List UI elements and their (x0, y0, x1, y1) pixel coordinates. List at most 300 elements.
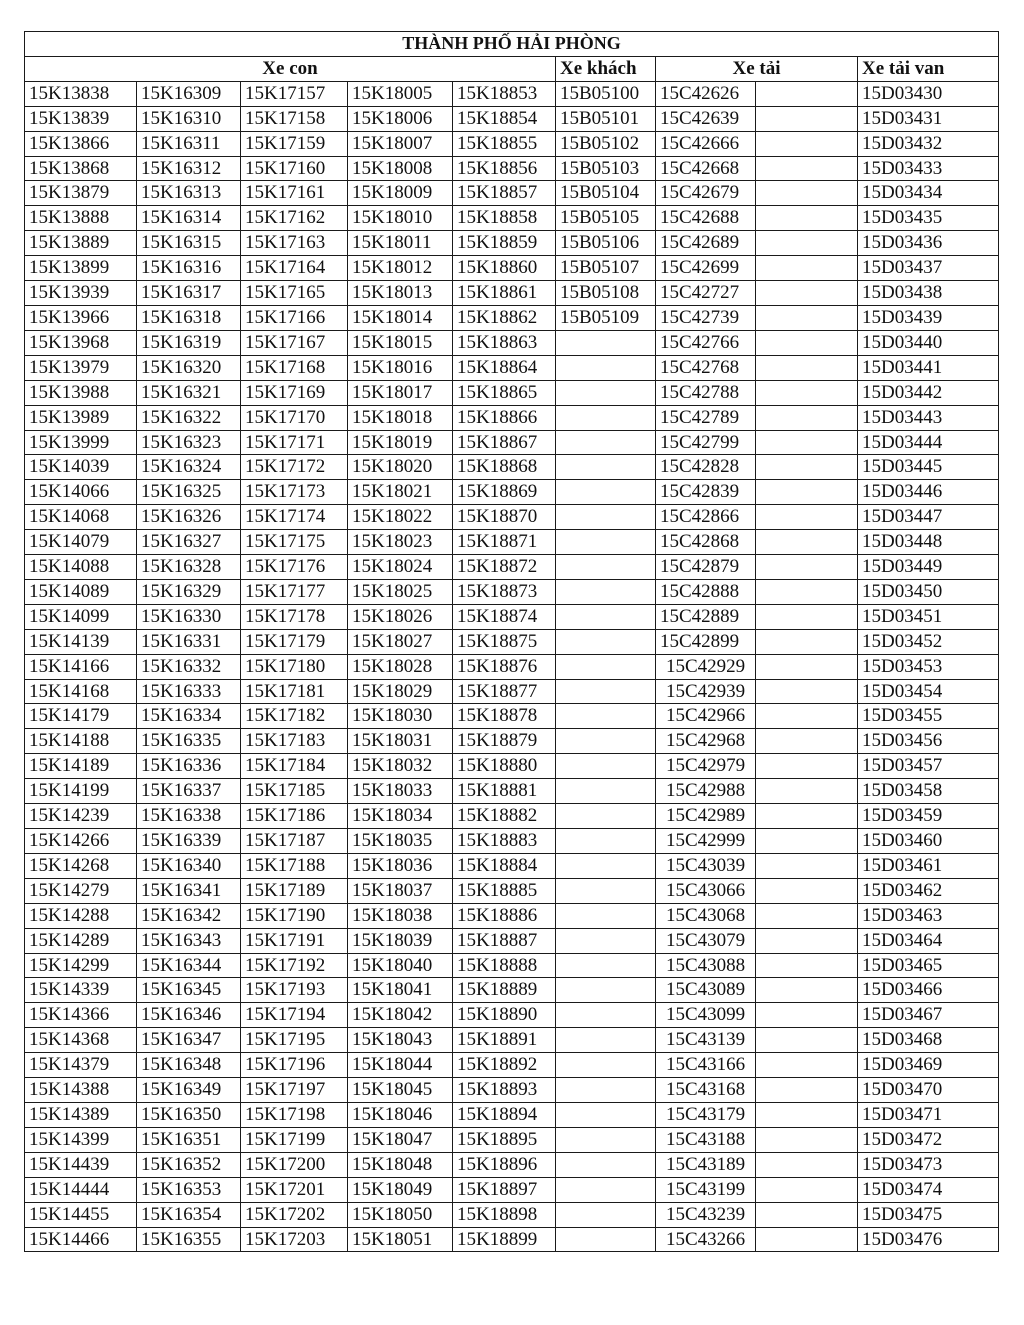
xe-tai-cell: 15C42889 (656, 604, 756, 629)
xe-con-1-cell: 15K13879 (25, 181, 137, 206)
xe-khach-cell: 15B05105 (556, 206, 656, 231)
xe-khach-cell (556, 878, 656, 903)
xe-con-1-cell: 15K14089 (25, 579, 137, 604)
xe-con-3-cell: 15K17168 (241, 355, 348, 380)
xe-con-4-cell: 15K18050 (348, 1202, 453, 1227)
xe-con-2-cell: 15K16351 (137, 1127, 241, 1152)
table-row (25, 953, 999, 978)
xe-tai-cell: 15C43068 (656, 903, 756, 928)
xe-tai-cell: 15C42939 (656, 679, 756, 704)
xe-con-4-cell: 15K18025 (348, 579, 453, 604)
xe-tai-van-cell: 15D03475 (858, 1202, 999, 1227)
xe-con-3-cell: 15K17159 (241, 131, 348, 156)
table-row (25, 1053, 999, 1078)
xe-tai-cell: 15C42799 (656, 430, 756, 455)
xe-tai-cell: 15C42789 (656, 405, 756, 430)
xe-khach-cell (556, 704, 656, 729)
xe-con-1-cell: 15K13966 (25, 305, 137, 330)
xe-con-3-cell: 15K17158 (241, 106, 348, 131)
xe-con-1-cell: 15K14199 (25, 779, 137, 804)
xe-con-1-cell: 15K14379 (25, 1053, 137, 1078)
xe-tai-van-cell: 15D03446 (858, 480, 999, 505)
xe-con-4-cell: 15K18039 (348, 928, 453, 953)
xe-con-2-cell: 15K16329 (137, 579, 241, 604)
xe-con-2-cell: 15K16325 (137, 480, 241, 505)
xe-tai-cell: 15C42766 (656, 330, 756, 355)
xe-tai-van-cell: 15D03468 (858, 1028, 999, 1053)
xe-con-5-cell: 15K18894 (453, 1102, 556, 1127)
xe-con-3-cell: 15K17169 (241, 380, 348, 405)
xe-con-1-cell: 15K14289 (25, 928, 137, 953)
table-row (25, 231, 999, 256)
xe-khach-cell (556, 853, 656, 878)
table-row (25, 1028, 999, 1053)
xe-tai-cell: 15C43139 (656, 1028, 756, 1053)
xe-tai-van-cell: 15D03460 (858, 829, 999, 854)
xe-tai-cell: 15C42968 (656, 729, 756, 754)
xe-tai-van-cell: 15D03463 (858, 903, 999, 928)
xe-con-2-cell: 15K16340 (137, 853, 241, 878)
xe-khach-cell (556, 579, 656, 604)
xe-con-3-cell: 15K17193 (241, 978, 348, 1003)
xe-con-2-cell: 15K16334 (137, 704, 241, 729)
xe-tai-extra-cell (756, 878, 858, 903)
xe-con-4-cell: 15K18043 (348, 1028, 453, 1053)
xe-khach-cell (556, 380, 656, 405)
xe-tai-extra-cell (756, 1053, 858, 1078)
xe-con-4-cell: 15K18023 (348, 530, 453, 555)
table-row (25, 804, 999, 829)
xe-con-2-cell: 15K16322 (137, 405, 241, 430)
table-row (25, 1003, 999, 1028)
title-row (25, 32, 999, 57)
xe-tai-extra-cell (756, 1177, 858, 1202)
xe-con-3-cell: 15K17195 (241, 1028, 348, 1053)
xe-con-5-cell: 15K18855 (453, 131, 556, 156)
xe-tai-van-cell: 15D03459 (858, 804, 999, 829)
xe-tai-van-cell: 15D03435 (858, 206, 999, 231)
xe-tai-extra-cell (756, 729, 858, 754)
xe-khach-cell (556, 555, 656, 580)
xe-con-5-cell: 15K18866 (453, 405, 556, 430)
xe-con-3-cell: 15K17177 (241, 579, 348, 604)
xe-con-2-cell: 15K16348 (137, 1053, 241, 1078)
xe-tai-van-cell: 15D03458 (858, 779, 999, 804)
xe-tai-extra-cell (756, 903, 858, 928)
xe-khach-cell (556, 1053, 656, 1078)
xe-tai-van-cell: 15D03454 (858, 679, 999, 704)
xe-con-1-cell: 15K14039 (25, 455, 137, 480)
table-row (25, 853, 999, 878)
table-row (25, 480, 999, 505)
xe-con-3-cell: 15K17200 (241, 1152, 348, 1177)
xe-con-3-cell: 15K17189 (241, 878, 348, 903)
xe-con-5-cell: 15K18899 (453, 1227, 556, 1252)
xe-con-5-cell: 15K18861 (453, 281, 556, 306)
xe-con-4-cell: 15K18026 (348, 604, 453, 629)
table-row (25, 1177, 999, 1202)
table-row (25, 380, 999, 405)
xe-khach-cell (556, 1202, 656, 1227)
xe-tai-cell: 15C43089 (656, 978, 756, 1003)
xe-tai-extra-cell (756, 405, 858, 430)
xe-tai-extra-cell (756, 853, 858, 878)
xe-khach-cell (556, 1227, 656, 1252)
xe-tai-extra-cell (756, 355, 858, 380)
xe-con-3-cell: 15K17170 (241, 405, 348, 430)
xe-con-4-cell: 15K18030 (348, 704, 453, 729)
xe-con-3-cell: 15K17162 (241, 206, 348, 231)
xe-khach-cell (556, 679, 656, 704)
xe-tai-van-cell: 15D03449 (858, 555, 999, 580)
xe-tai-van-cell: 15D03444 (858, 430, 999, 455)
xe-tai-extra-cell (756, 305, 858, 330)
xe-tai-extra-cell (756, 256, 858, 281)
xe-con-3-cell: 15K17179 (241, 629, 348, 654)
xe-con-3-cell: 15K17185 (241, 779, 348, 804)
table-row (25, 505, 999, 530)
xe-con-1-cell: 15K14339 (25, 978, 137, 1003)
xe-con-4-cell: 15K18048 (348, 1152, 453, 1177)
xe-tai-van-cell: 15D03470 (858, 1078, 999, 1103)
xe-tai-extra-cell (756, 928, 858, 953)
table-row (25, 156, 999, 181)
xe-con-1-cell: 15K14444 (25, 1177, 137, 1202)
xe-con-4-cell: 15K18033 (348, 779, 453, 804)
xe-khach-cell (556, 1177, 656, 1202)
xe-con-2-cell: 15K16317 (137, 281, 241, 306)
xe-con-2-cell: 15K16344 (137, 953, 241, 978)
xe-con-2-cell: 15K16352 (137, 1152, 241, 1177)
xe-con-2-cell: 15K16338 (137, 804, 241, 829)
header-xe-tai: Xe tải (656, 56, 858, 81)
xe-con-5-cell: 15K18874 (453, 604, 556, 629)
table-row (25, 81, 999, 106)
xe-tai-cell: 15C42689 (656, 231, 756, 256)
xe-con-2-cell: 15K16312 (137, 156, 241, 181)
xe-con-5-cell: 15K18875 (453, 629, 556, 654)
xe-con-2-cell: 15K16315 (137, 231, 241, 256)
xe-con-3-cell: 15K17157 (241, 81, 348, 106)
xe-tai-cell: 15C43088 (656, 953, 756, 978)
xe-con-3-cell: 15K17161 (241, 181, 348, 206)
xe-con-2-cell: 15K16318 (137, 305, 241, 330)
xe-con-3-cell: 15K17175 (241, 530, 348, 555)
xe-tai-van-cell: 15D03432 (858, 131, 999, 156)
xe-tai-van-cell: 15D03466 (858, 978, 999, 1003)
xe-khach-cell (556, 978, 656, 1003)
xe-con-1-cell: 15K13988 (25, 380, 137, 405)
xe-tai-van-cell: 15D03433 (858, 156, 999, 181)
xe-con-4-cell: 15K18046 (348, 1102, 453, 1127)
xe-tai-van-cell: 15D03438 (858, 281, 999, 306)
table-row (25, 604, 999, 629)
xe-tai-van-cell: 15D03434 (858, 181, 999, 206)
xe-tai-van-cell: 15D03441 (858, 355, 999, 380)
xe-con-3-cell: 15K17166 (241, 305, 348, 330)
xe-con-4-cell: 15K18018 (348, 405, 453, 430)
xe-con-4-cell: 15K18034 (348, 804, 453, 829)
xe-tai-extra-cell (756, 1028, 858, 1053)
xe-khach-cell (556, 330, 656, 355)
table-row (25, 330, 999, 355)
xe-con-5-cell: 15K18869 (453, 480, 556, 505)
xe-tai-extra-cell (756, 505, 858, 530)
table-row (25, 206, 999, 231)
xe-con-3-cell: 15K17186 (241, 804, 348, 829)
xe-con-3-cell: 15K17176 (241, 555, 348, 580)
xe-con-2-cell: 15K16309 (137, 81, 241, 106)
xe-tai-extra-cell (756, 1078, 858, 1103)
xe-tai-cell: 15C42929 (656, 654, 756, 679)
xe-con-4-cell: 15K18051 (348, 1227, 453, 1252)
xe-tai-cell: 15C43266 (656, 1227, 756, 1252)
xe-con-2-cell: 15K16313 (137, 181, 241, 206)
xe-con-5-cell: 15K18867 (453, 430, 556, 455)
xe-khach-cell (556, 928, 656, 953)
xe-tai-cell: 15C43189 (656, 1152, 756, 1177)
xe-con-4-cell: 15K18029 (348, 679, 453, 704)
xe-tai-van-cell: 15D03437 (858, 256, 999, 281)
xe-con-5-cell: 15K18888 (453, 953, 556, 978)
xe-con-5-cell: 15K18887 (453, 928, 556, 953)
xe-con-3-cell: 15K17187 (241, 829, 348, 854)
xe-tai-cell: 15C42679 (656, 181, 756, 206)
xe-khach-cell: 15B05102 (556, 131, 656, 156)
xe-tai-extra-cell (756, 206, 858, 231)
xe-con-4-cell: 15K18038 (348, 903, 453, 928)
xe-con-5-cell: 15K18882 (453, 804, 556, 829)
xe-tai-cell: 15C42866 (656, 505, 756, 530)
xe-con-1-cell: 15K13889 (25, 231, 137, 256)
xe-con-4-cell: 15K18021 (348, 480, 453, 505)
xe-tai-cell: 15C42668 (656, 156, 756, 181)
xe-tai-van-cell: 15D03436 (858, 231, 999, 256)
xe-con-3-cell: 15K17191 (241, 928, 348, 953)
xe-con-1-cell: 15K13968 (25, 330, 137, 355)
xe-con-5-cell: 15K18898 (453, 1202, 556, 1227)
xe-con-5-cell: 15K18878 (453, 704, 556, 729)
xe-khach-cell (556, 430, 656, 455)
header-xe-tai-van: Xe tải van (858, 56, 999, 81)
xe-tai-cell: 15C42899 (656, 629, 756, 654)
xe-con-2-cell: 15K16314 (137, 206, 241, 231)
xe-tai-van-cell: 15D03457 (858, 754, 999, 779)
xe-con-1-cell: 15K14189 (25, 754, 137, 779)
xe-con-4-cell: 15K18014 (348, 305, 453, 330)
xe-tai-extra-cell (756, 704, 858, 729)
xe-con-4-cell: 15K18019 (348, 430, 453, 455)
xe-con-2-cell: 15K16346 (137, 1003, 241, 1028)
xe-khach-cell: 15B05104 (556, 181, 656, 206)
xe-con-2-cell: 15K16332 (137, 654, 241, 679)
xe-khach-cell: 15B05103 (556, 156, 656, 181)
table-row (25, 305, 999, 330)
xe-khach-cell (556, 1028, 656, 1053)
xe-con-1-cell: 15K13899 (25, 256, 137, 281)
xe-con-4-cell: 15K18049 (348, 1177, 453, 1202)
table-row (25, 1227, 999, 1252)
xe-con-1-cell: 15K13989 (25, 405, 137, 430)
xe-con-1-cell: 15K14239 (25, 804, 137, 829)
xe-con-2-cell: 15K16349 (137, 1078, 241, 1103)
xe-tai-extra-cell (756, 953, 858, 978)
table-row (25, 928, 999, 953)
xe-khach-cell (556, 654, 656, 679)
xe-con-5-cell: 15K18863 (453, 330, 556, 355)
xe-khach-cell (556, 405, 656, 430)
table-row (25, 555, 999, 580)
xe-tai-extra-cell (756, 131, 858, 156)
xe-con-3-cell: 15K17196 (241, 1053, 348, 1078)
xe-tai-extra-cell (756, 804, 858, 829)
xe-con-5-cell: 15K18862 (453, 305, 556, 330)
xe-con-4-cell: 15K18027 (348, 629, 453, 654)
xe-con-5-cell: 15K18892 (453, 1053, 556, 1078)
xe-tai-van-cell: 15D03447 (858, 505, 999, 530)
xe-tai-cell: 15C42699 (656, 256, 756, 281)
xe-con-1-cell: 15K13866 (25, 131, 137, 156)
xe-khach-cell (556, 1102, 656, 1127)
xe-con-5-cell: 15K18870 (453, 505, 556, 530)
xe-tai-van-cell: 15D03476 (858, 1227, 999, 1252)
xe-con-5-cell: 15K18877 (453, 679, 556, 704)
xe-con-5-cell: 15K18872 (453, 555, 556, 580)
xe-con-4-cell: 15K18037 (348, 878, 453, 903)
xe-con-2-cell: 15K16339 (137, 829, 241, 854)
xe-con-5-cell: 15K18860 (453, 256, 556, 281)
xe-tai-extra-cell (756, 106, 858, 131)
xe-tai-cell: 15C42727 (656, 281, 756, 306)
xe-tai-extra-cell (756, 579, 858, 604)
xe-khach-cell (556, 804, 656, 829)
xe-tai-cell: 15C42999 (656, 829, 756, 854)
xe-tai-extra-cell (756, 978, 858, 1003)
xe-con-5-cell: 15K18883 (453, 829, 556, 854)
xe-con-4-cell: 15K18007 (348, 131, 453, 156)
xe-con-1-cell: 15K13839 (25, 106, 137, 131)
xe-tai-extra-cell (756, 654, 858, 679)
table-row (25, 878, 999, 903)
xe-con-5-cell: 15K18868 (453, 455, 556, 480)
xe-con-2-cell: 15K16311 (137, 131, 241, 156)
xe-con-1-cell: 15K14368 (25, 1028, 137, 1053)
table-row (25, 131, 999, 156)
xe-tai-van-cell: 15D03453 (858, 654, 999, 679)
xe-con-2-cell: 15K16327 (137, 530, 241, 555)
xe-con-1-cell: 15K14099 (25, 604, 137, 629)
xe-tai-cell: 15C42979 (656, 754, 756, 779)
xe-khach-cell (556, 1152, 656, 1177)
xe-con-3-cell: 15K17190 (241, 903, 348, 928)
xe-tai-cell: 15C42639 (656, 106, 756, 131)
xe-con-4-cell: 15K18028 (348, 654, 453, 679)
xe-tai-extra-cell (756, 81, 858, 106)
xe-con-5-cell: 15K18886 (453, 903, 556, 928)
xe-tai-cell: 15C43199 (656, 1177, 756, 1202)
xe-khach-cell (556, 629, 656, 654)
xe-con-4-cell: 15K18016 (348, 355, 453, 380)
xe-con-4-cell: 15K18011 (348, 231, 453, 256)
header-xe-khach: Xe khách (556, 56, 656, 81)
xe-con-1-cell: 15K13939 (25, 281, 137, 306)
xe-tai-van-cell: 15D03467 (858, 1003, 999, 1028)
xe-con-1-cell: 15K14166 (25, 654, 137, 679)
xe-tai-cell: 15C43168 (656, 1078, 756, 1103)
table-row (25, 1127, 999, 1152)
xe-con-3-cell: 15K17192 (241, 953, 348, 978)
xe-con-1-cell: 15K14466 (25, 1227, 137, 1252)
xe-con-1-cell: 15K14168 (25, 679, 137, 704)
table-row (25, 106, 999, 131)
xe-khach-cell (556, 1078, 656, 1103)
xe-con-3-cell: 15K17172 (241, 455, 348, 480)
xe-con-3-cell: 15K17174 (241, 505, 348, 530)
xe-con-2-cell: 15K16328 (137, 555, 241, 580)
xe-con-3-cell: 15K17182 (241, 704, 348, 729)
xe-khach-cell: 15B05108 (556, 281, 656, 306)
xe-con-1-cell: 15K14188 (25, 729, 137, 754)
xe-con-1-cell: 15K14139 (25, 629, 137, 654)
xe-con-3-cell: 15K17178 (241, 604, 348, 629)
xe-khach-cell (556, 953, 656, 978)
xe-con-1-cell: 15K14068 (25, 505, 137, 530)
table-row (25, 1202, 999, 1227)
xe-con-2-cell: 15K16320 (137, 355, 241, 380)
xe-khach-cell: 15B05107 (556, 256, 656, 281)
xe-tai-cell: 15C42688 (656, 206, 756, 231)
header-xe-con: Xe con (25, 56, 556, 81)
xe-khach-cell: 15B05106 (556, 231, 656, 256)
xe-tai-extra-cell (756, 181, 858, 206)
table-row (25, 654, 999, 679)
xe-tai-extra-cell (756, 629, 858, 654)
table-row (25, 1152, 999, 1177)
table-row (25, 579, 999, 604)
xe-khach-cell (556, 530, 656, 555)
xe-con-4-cell: 15K18035 (348, 829, 453, 854)
xe-tai-cell: 15C43039 (656, 853, 756, 878)
xe-con-2-cell: 15K16337 (137, 779, 241, 804)
table-row (25, 779, 999, 804)
xe-con-4-cell: 15K18015 (348, 330, 453, 355)
xe-con-4-cell: 15K18041 (348, 978, 453, 1003)
xe-tai-extra-cell (756, 380, 858, 405)
xe-con-2-cell: 15K16342 (137, 903, 241, 928)
xe-con-1-cell: 15K14399 (25, 1127, 137, 1152)
table-row (25, 729, 999, 754)
xe-khach-cell (556, 505, 656, 530)
xe-con-2-cell: 15K16350 (137, 1102, 241, 1127)
xe-tai-extra-cell (756, 679, 858, 704)
table-body (25, 81, 999, 1252)
xe-tai-cell: 15C43099 (656, 1003, 756, 1028)
xe-con-4-cell: 15K18012 (348, 256, 453, 281)
xe-con-5-cell: 15K18856 (453, 156, 556, 181)
xe-tai-van-cell: 15D03452 (858, 629, 999, 654)
xe-con-5-cell: 15K18893 (453, 1078, 556, 1103)
xe-tai-cell: 15C42788 (656, 380, 756, 405)
xe-con-4-cell: 15K18020 (348, 455, 453, 480)
xe-tai-van-cell: 15D03465 (858, 953, 999, 978)
xe-tai-van-cell: 15D03461 (858, 853, 999, 878)
xe-khach-cell (556, 729, 656, 754)
xe-con-3-cell: 15K17160 (241, 156, 348, 181)
xe-con-5-cell: 15K18896 (453, 1152, 556, 1177)
xe-con-3-cell: 15K17197 (241, 1078, 348, 1103)
table-row (25, 181, 999, 206)
xe-con-3-cell: 15K17164 (241, 256, 348, 281)
